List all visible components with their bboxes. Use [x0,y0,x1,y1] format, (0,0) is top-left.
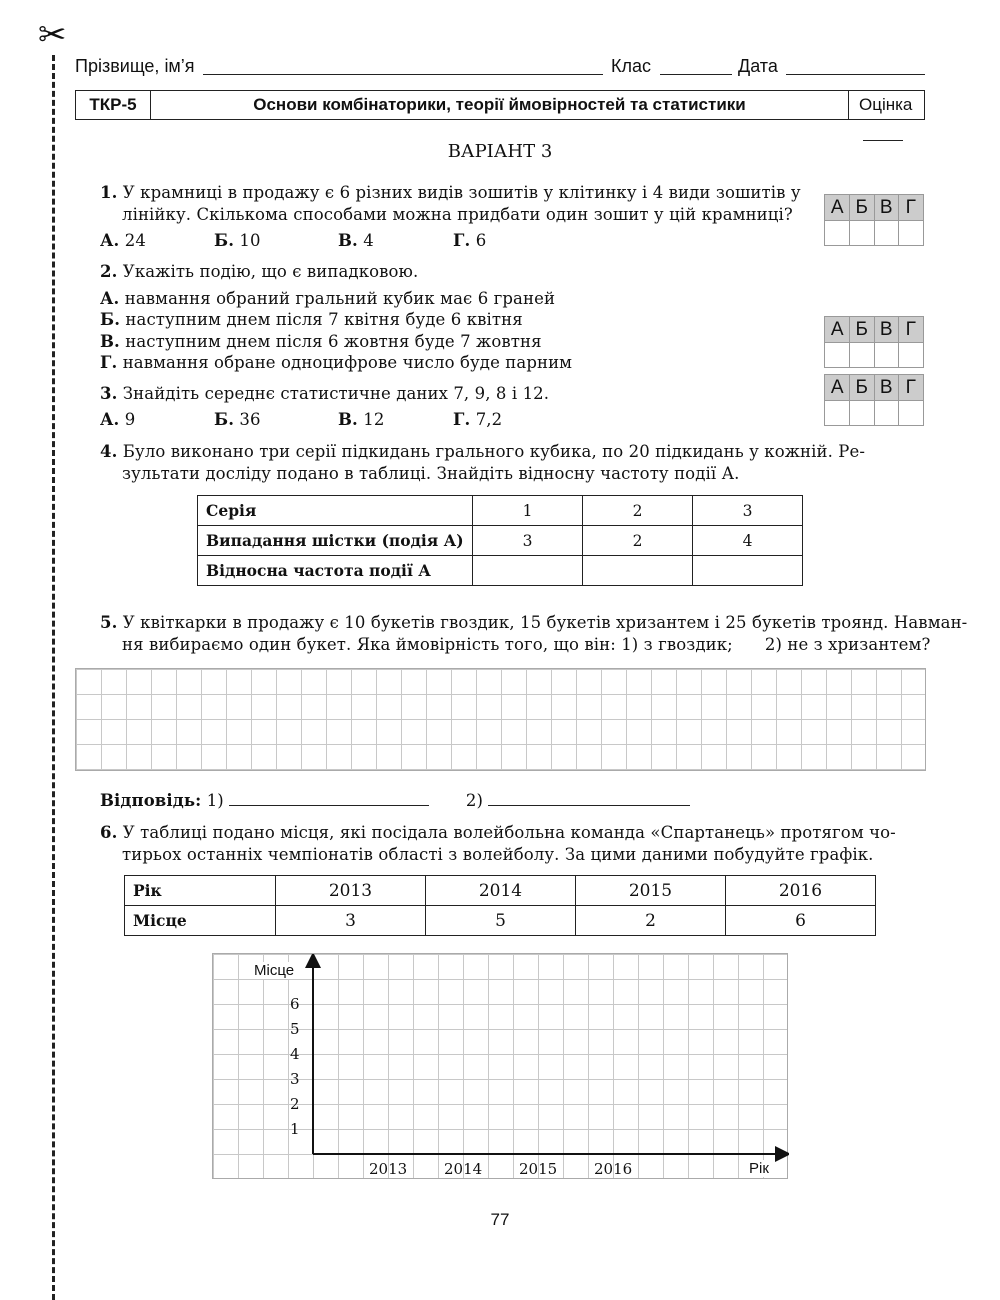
x-tick-2013: 2013 [369,1160,408,1178]
scissors-icon: ✂ [38,15,67,55]
answer-letter-a: А [830,197,844,218]
q1-opt-a: 24 [124,231,146,250]
q2-opt-g: навмання обране одноцифрове число буде парним [122,353,573,372]
q5-line1: У квіткарки в продажу є 10 букетів гвоздик, 15 букетів хризантем і 25 букетів троянд. Навман- [122,613,968,632]
q2-opt-v: наступним днем після 6 жовтня буде 7 жовтня [125,331,542,351]
page-number: 77 [490,1210,510,1229]
answer-box-q2[interactable] [824,316,924,368]
question-2 [100,261,572,374]
table-cell: 2015 [576,876,726,906]
q5-number: 5. [100,613,118,632]
q2-number: 2. [100,262,118,281]
q5-work-grid[interactable] [75,668,926,771]
test-code: ТКР-5 [76,91,151,119]
table-row [198,496,803,526]
name-field[interactable] [203,74,603,75]
q3-opt-b: 36 [239,410,261,429]
question-6 [100,822,896,865]
table-cell: 1 [473,496,583,526]
q6-graph-grid[interactable] [212,953,788,1179]
q5-answer-line [100,790,690,812]
answer-letter-g: Г [905,197,916,218]
q3-opt-a-label: А. [100,410,120,429]
x-tick-2016: 2016 [594,1160,633,1178]
y-tick-1: 1 [290,1120,300,1138]
y-tick-4: 4 [290,1045,300,1063]
q1-opt-v-label: В. [338,231,358,250]
table-row [198,556,803,586]
answer-box-q3[interactable] [824,374,924,426]
table-row [198,526,803,556]
table-cell: 3 [473,526,583,556]
q1-line1: У крамниці в продажу є 6 різних видів зошитів у клітинку і 4 види зошитів у [122,183,801,202]
q1-number: 1. [100,183,118,202]
grade-cell [849,91,934,119]
q3-opt-a: 9 [124,410,136,429]
table-row-head: Серія [198,496,473,526]
answer-cell[interactable] [693,556,803,586]
q1-opt-g-label: Г. [453,231,471,250]
answer-letter-v: В [879,377,893,398]
q1-opt-g: 6 [475,231,487,250]
x-axis-label: Рік [749,1160,769,1177]
q3-opt-v: 12 [363,410,385,429]
table-cell: 2 [583,496,693,526]
cut-line [52,55,55,1300]
q3-number: 3. [100,384,118,403]
q3-opt-g: 7,2 [475,410,503,429]
answer-2-label: 2) [465,791,484,810]
q1-opt-v: 4 [363,231,374,250]
q2-text: Укажіть подію, що є випадковою. [122,262,419,281]
q3-opt-b-label: Б. [214,410,235,429]
q2-opt-g-label: Г. [100,353,118,372]
q6-line1: У таблиці подано місця, які посідала волейбольна команда «Спартанець» протягом чо- [122,823,896,842]
q5-line2: ня вибираємо один букет. Яка ймовірність того, що він: 1) з гвоздик; 2) не з хризантем? [122,634,931,654]
answer-cell[interactable] [583,556,693,586]
q1-opt-b-label: Б. [214,231,235,250]
answer-letter-b: Б [855,197,868,218]
q2-opt-v-label: В. [100,331,120,351]
place-label: Місце [125,906,276,936]
table-cell: 2013 [276,876,426,906]
y-tick-3: 3 [290,1070,300,1088]
question-3 [100,383,549,405]
x-tick-2014: 2014 [444,1160,483,1178]
answer-1-field[interactable] [229,804,429,806]
variant-title: ВАРІАНТ 3 [447,141,553,162]
grade-label: Оцінка [859,95,913,114]
q1-line2: лінійку. Скількома способами можна придбати один зошит у цій крамниці? [122,204,793,224]
answer-letter-v: В [879,319,893,340]
table-cell: 3 [693,496,803,526]
class-label: Клас [611,56,651,76]
answer-label: Відповідь: [100,791,202,810]
q6-table [124,875,876,936]
table-cell: 2014 [426,876,576,906]
year-label: Рік [125,876,276,906]
table-row [125,906,876,936]
x-tick-2015: 2015 [519,1160,558,1178]
table-cell: 2016 [726,876,876,906]
q6-number: 6. [100,823,118,842]
question-5 [100,612,967,655]
q2-opt-b-label: Б. [100,310,121,329]
q2-opt-a: навмання обраний гральний кубик має 6 граней [124,288,556,308]
table-cell: 2 [583,526,693,556]
question-1 [100,182,801,225]
q2-opt-b: наступним днем після 7 квітня буде 6 квітня [125,310,523,329]
answer-2-field[interactable] [488,804,690,806]
answer-letter-g: Г [905,319,916,340]
answer-1-label: 1) [206,791,224,810]
table-cell: 6 [726,906,876,936]
question-4 [100,441,865,484]
answer-letter-a: А [830,319,844,340]
answer-box-q1[interactable] [824,194,924,246]
test-topic: Основи комбінаторики, теорії ймовірностей та статистики [151,91,849,119]
y-tick-5: 5 [290,1020,300,1038]
test-title-box [75,90,925,120]
table-cell: 4 [693,526,803,556]
q3-opt-g-label: Г. [453,410,471,429]
table-cell: 2 [576,906,726,936]
y-tick-2: 2 [290,1095,300,1113]
q2-opt-a-label: А. [100,288,120,308]
q3-text: Знайдіть середнє статистичне даних 7, 9, 8 і 12. [122,384,550,403]
answer-letter-b: Б [855,377,868,398]
answer-letter-a: А [830,377,844,398]
q4-number: 4. [100,442,118,461]
answer-letter-g: Г [905,377,916,398]
q4-line1: Було виконано три серії підкидань грального кубика, по 20 підкидань у кожній. Ре- [122,442,866,461]
date-label: Дата [738,56,778,76]
table-row-head: Відносна частота події А [198,556,473,586]
q1-opt-b: 10 [239,231,261,250]
table-row [125,876,876,906]
q1-opt-a-label: А. [100,231,120,250]
grade-field[interactable] [863,126,903,141]
table-cell: 3 [276,906,426,936]
y-axis-label: Місце [254,962,295,979]
answer-cell[interactable] [473,556,583,586]
y-tick-6: 6 [290,995,300,1013]
date-field[interactable] [786,74,925,75]
q4-line2: зультати досліду подано в таблиці. Знайдіть відносну частоту події А. [122,463,740,483]
answer-letter-v: В [879,197,893,218]
table-cell: 5 [426,906,576,936]
table-row-head: Випадання шістки (подія А) [198,526,473,556]
q6-graph-axes [213,954,789,1180]
name-label: Прізвище, ім’я [75,56,195,76]
class-field[interactable] [660,74,732,75]
answer-letter-b: Б [855,319,868,340]
q4-table [197,495,803,586]
q6-line2: тирьох останніх чемпіонатів області з волейболу. За цими даними побудуйте графік. [122,844,874,864]
q3-opt-v-label: В. [338,410,358,429]
